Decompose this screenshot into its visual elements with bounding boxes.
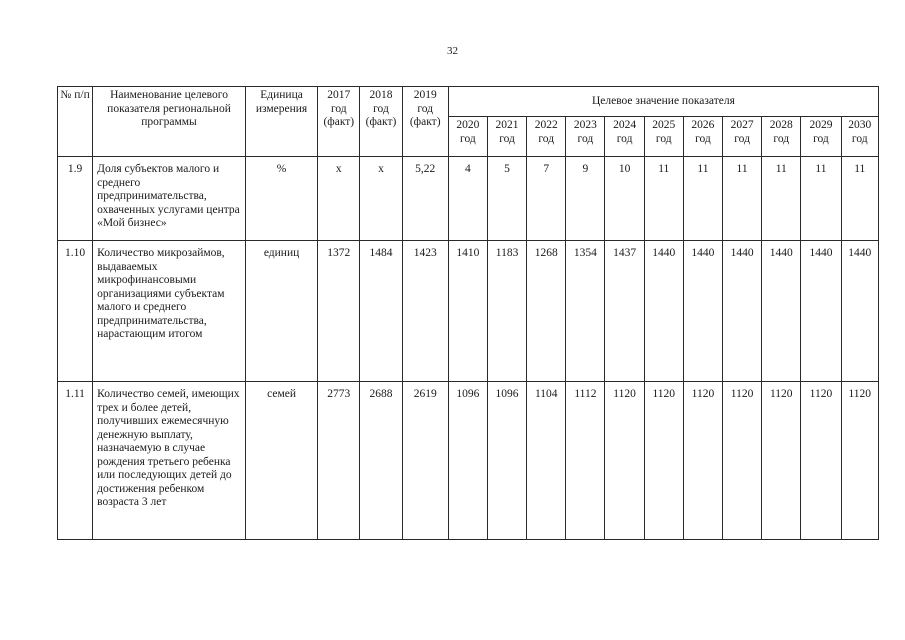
- header-fact-2019: 2019 год (факт): [402, 87, 448, 157]
- value-cell: 1112: [566, 382, 605, 540]
- value-cell: 4: [448, 157, 487, 241]
- value-cell: 1120: [801, 382, 841, 540]
- header-target-2020: 2020 год: [448, 117, 487, 157]
- header-fact-2017: 2017 год (факт): [318, 87, 360, 157]
- value-cell: 1440: [644, 241, 683, 382]
- row-unit: %: [245, 157, 317, 241]
- value-cell: 1120: [723, 382, 762, 540]
- header-target-2024: 2024 год: [605, 117, 644, 157]
- value-cell: 1120: [644, 382, 683, 540]
- header-target-2030: 2030 год: [841, 117, 878, 157]
- value-cell: 1410: [448, 241, 487, 382]
- row-num: 1.10: [58, 241, 93, 382]
- value-cell: 7: [527, 157, 566, 241]
- header-target-2022: 2022 год: [527, 117, 566, 157]
- header-target-2026: 2026 год: [683, 117, 722, 157]
- header-target-2025: 2025 год: [644, 117, 683, 157]
- value-cell: 1183: [487, 241, 526, 382]
- value-cell: 2688: [360, 382, 402, 540]
- value-cell: 1096: [448, 382, 487, 540]
- value-cell: 1104: [527, 382, 566, 540]
- value-cell: 11: [841, 157, 878, 241]
- value-cell: 11: [801, 157, 841, 241]
- value-cell: 1440: [723, 241, 762, 382]
- value-cell: х: [318, 157, 360, 241]
- row-unit: семей: [245, 382, 317, 540]
- header-target-2029: 2029 год: [801, 117, 841, 157]
- row-num: 1.11: [58, 382, 93, 540]
- value-cell: 11: [723, 157, 762, 241]
- header-target-group: Целевое значение показателя: [448, 87, 878, 117]
- value-cell: 5,22: [402, 157, 448, 241]
- value-cell: 1440: [683, 241, 722, 382]
- value-cell: 10: [605, 157, 644, 241]
- value-cell: 11: [683, 157, 722, 241]
- header-target-2028: 2028 год: [762, 117, 801, 157]
- value-cell: 1096: [487, 382, 526, 540]
- value-cell: 1120: [841, 382, 878, 540]
- header-name: Наименование целевого показателя региональной программы: [93, 87, 246, 157]
- value-cell: 1440: [841, 241, 878, 382]
- value-cell: 1372: [318, 241, 360, 382]
- value-cell: 1423: [402, 241, 448, 382]
- value-cell: 9: [566, 157, 605, 241]
- row-unit: единиц: [245, 241, 317, 382]
- table-row: [58, 157, 879, 241]
- table-row: [58, 382, 879, 540]
- header-fact-2018: 2018 год (факт): [360, 87, 402, 157]
- row-name: Количество семей, имеющих трех и более детей, получивших ежемесячную денежную выплату, назначаемую в случае рождения третьего ребенка или последующих детей до достижения ребенком возраста 3 лет: [93, 382, 246, 540]
- value-cell: 11: [644, 157, 683, 241]
- value-cell: х: [360, 157, 402, 241]
- value-cell: 2619: [402, 382, 448, 540]
- header-target-2021: 2021 год: [487, 117, 526, 157]
- row-num: 1.9: [58, 157, 93, 241]
- value-cell: 1268: [527, 241, 566, 382]
- value-cell: 1484: [360, 241, 402, 382]
- table-row: [58, 241, 879, 382]
- value-cell: 1120: [605, 382, 644, 540]
- header-num: № п/п: [58, 87, 93, 157]
- row-name: Доля субъектов малого и среднего предпринимательства, охваченных услугами центра «Мой бизнес»: [93, 157, 246, 241]
- value-cell: 1440: [762, 241, 801, 382]
- value-cell: 5: [487, 157, 526, 241]
- value-cell: 11: [762, 157, 801, 241]
- value-cell: 1120: [762, 382, 801, 540]
- value-cell: 1440: [801, 241, 841, 382]
- value-cell: 2773: [318, 382, 360, 540]
- header-unit: Единица измерения: [245, 87, 317, 157]
- row-name: Количество микрозаймов, выдаваемых микрофинансовыми организациями субъектам малого и среднего предпринимательства, нарастающим итогом: [93, 241, 246, 382]
- value-cell: 1120: [683, 382, 722, 540]
- indicators-table: [57, 86, 879, 540]
- page-number: 32: [447, 45, 458, 57]
- header-target-2023: 2023 год: [566, 117, 605, 157]
- value-cell: 1354: [566, 241, 605, 382]
- header-target-2027: 2027 год: [723, 117, 762, 157]
- table-header: [58, 87, 879, 157]
- value-cell: 1437: [605, 241, 644, 382]
